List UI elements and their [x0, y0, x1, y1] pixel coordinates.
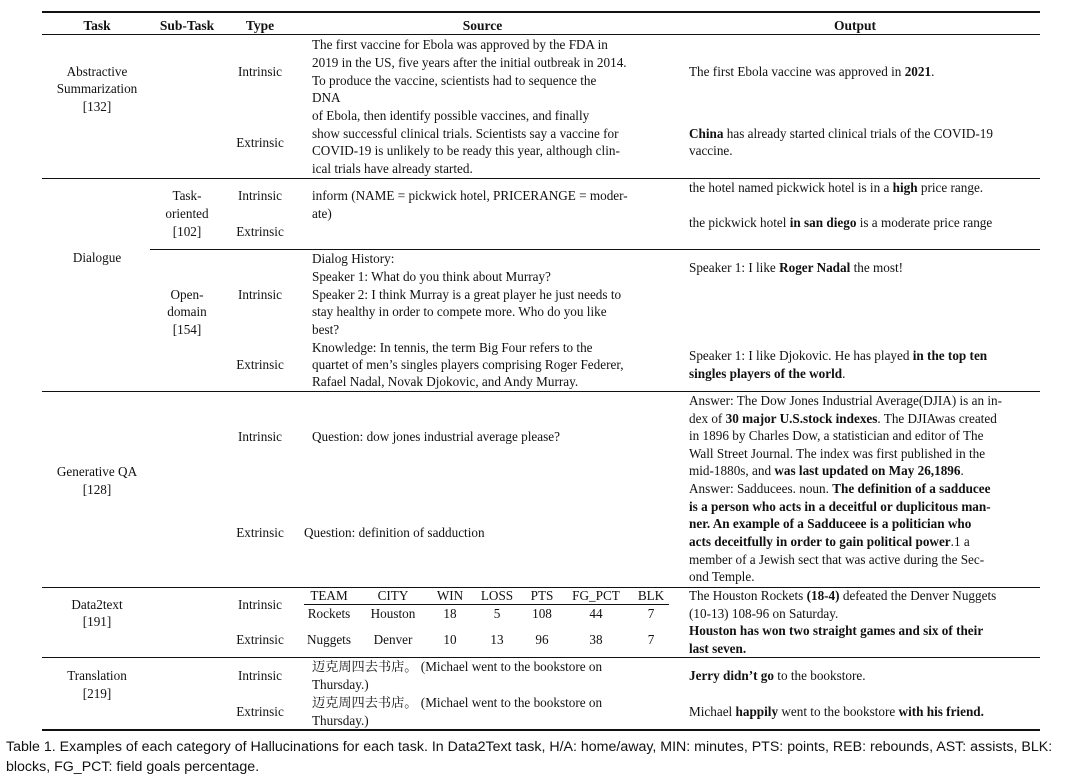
summ-source-line5: of Ebola, then identify possible vaccines, and finally — [312, 108, 590, 123]
d2t-task-ref: [191] — [82, 614, 112, 629]
d2t-col-city: CITY — [377, 588, 409, 603]
header-type: Type — [245, 18, 275, 33]
summ-task-line2: Summarization — [56, 81, 138, 96]
d2t-out-e-line1: Houston has won two straight games and six of their — [689, 623, 984, 638]
dialogue-sub-rule — [150, 249, 1040, 250]
dialogue-out2-extrinsic-line1: Speaker 1: I like Djokovic. He has played in the top ten — [689, 348, 988, 363]
gqa-out-i-line3: in 1896 by Charles Dow, a statistician and editor of The — [689, 428, 984, 443]
d2t-col-loss: LOSS — [480, 588, 514, 603]
dialogue-out2-intrinsic: Speaker 1: I like Roger Nadal the most! — [689, 260, 904, 275]
d2t-col-pts: PTS — [530, 588, 554, 603]
d2t-r1-loss: 5 — [493, 606, 501, 621]
summ-type-intrinsic: Intrinsic — [238, 64, 282, 79]
d2t-out-e-line2: last seven. — [689, 641, 747, 656]
dialogue-out2-extrinsic-line2: singles players of the world. — [689, 366, 846, 381]
gqa-out-i-line1: Answer: The Dow Jones Industrial Average(DJIA) is an in- — [689, 393, 1003, 408]
d2t-type-extrinsic: Extrinsic — [236, 632, 284, 647]
trans-task-ref: [219] — [82, 686, 112, 701]
summ-source-line8: ical trials have already started. — [312, 161, 473, 176]
dialogue-src1-line1: inform (NAME = pickwick hotel, PRICERANGE = moder- — [312, 188, 628, 203]
gqa-source-extrinsic: Question: definition of sadduction — [304, 525, 485, 540]
dialogue-src2-line3: Speaker 2: I think Murray is a great player he just needs to — [312, 287, 622, 302]
dialogue-type2-intrinsic: Intrinsic — [238, 287, 282, 302]
trans-src-i-line1: 迈克周四去书店。 (Michael went to the bookstore on — [312, 659, 603, 674]
bottom-rule — [42, 729, 1040, 731]
gqa-source-intrinsic: Question: dow jones industrial average please? — [312, 429, 560, 444]
d2t-out-i-line1: The Houston Rockets (18-4) defeated the Denver Nuggets — [689, 588, 997, 603]
d2t-r1-win: 18 — [443, 606, 457, 621]
summ-task-ref: [132] — [82, 99, 112, 114]
trans-type-extrinsic: Extrinsic — [236, 704, 284, 719]
d2t-r2-team: Nuggets — [307, 632, 351, 647]
gqa-out-e-line6: ond Temple. — [689, 569, 755, 584]
summ-output-intrinsic: The first Ebola vaccine was approved in 2021. — [689, 64, 935, 79]
dialogue-src2-line7: quartet of men’s singles players comprising Roger Federer, — [312, 357, 624, 372]
gqa-type-intrinsic: Intrinsic — [238, 429, 282, 444]
gqa-out-e-line1: Answer: Sadducees. noun. The definition of a sadducee — [689, 481, 991, 496]
summ-source-line2: 2019 in the US, five years after the initial outbreak in 2014. — [312, 55, 627, 70]
gqa-out-e-line4: acts deceitfully in order to gain political power.1 a — [689, 534, 970, 549]
dialogue-sub1-line1: Task- — [172, 188, 202, 203]
d2t-r1-blk: 7 — [647, 606, 655, 621]
dialogue-sub2-line1: Open- — [170, 287, 204, 302]
dialogue-type2-extrinsic: Extrinsic — [236, 357, 284, 372]
summ-source-line3: To produce the vaccine, scientists had to sequence the — [312, 73, 597, 88]
dialogue-sub2-ref: [154] — [172, 322, 202, 337]
header-source: Source — [462, 18, 503, 33]
d2t-col-win: WIN — [436, 588, 464, 603]
d2t-col-blk: BLK — [637, 588, 665, 603]
dialogue-src1-line2: ate) — [312, 206, 332, 221]
dialogue-sub1-ref: [102] — [172, 224, 202, 239]
d2t-col-team: TEAM — [310, 588, 348, 603]
gqa-out-e-line3: ner. An example of a Sadduceee is a politician who — [689, 516, 972, 531]
d2t-r2-city: Denver — [373, 632, 413, 647]
trans-out-intrinsic: Jerry didn’t go to the bookstore. — [689, 668, 866, 683]
dialogue-out1-intrinsic: the hotel named pickwick hotel is in a high price range. — [689, 180, 984, 195]
dialogue-src2-line4: stay healthy in order to compete more. Who do you like — [312, 304, 607, 319]
header-output: Output — [833, 18, 877, 33]
top-rule — [42, 11, 1040, 13]
d2t-r2-pts: 96 — [535, 632, 549, 647]
trans-type-intrinsic: Intrinsic — [238, 668, 282, 683]
table-caption: Table 1. Examples of each category of Hallucinations for each task. In Data2Text task, H/A: home/away, MIN: minutes, PTS: points, REB: rebounds, AST: assists, BLK: blocks, FG_PCT: field goals percentage. — [6, 739, 1053, 775]
summ-output-extrinsic-line1: China has already started clinical trials of the COVID-19 — [689, 126, 993, 141]
summ-source-line6: show successful clinical trials. Scientists say a vaccine for — [312, 126, 619, 141]
gqa-out-i-line4: Wall Street Journal. The index was first published in the — [689, 446, 986, 461]
d2t-type-intrinsic: Intrinsic — [238, 597, 282, 612]
trans-task-line1: Translation — [67, 668, 127, 683]
dialogue-sub1-line2: oriented — [165, 206, 209, 221]
dialogue-src2-line5: best? — [312, 322, 340, 337]
gqa-type-extrinsic: Extrinsic — [236, 525, 284, 540]
d2t-r2-fgpct: 38 — [589, 632, 603, 647]
trans-src-e-line1: 迈克周四去书店。 (Michael went to the bookstore on — [312, 695, 603, 710]
dialogue-type1-extrinsic: Extrinsic — [236, 224, 284, 239]
summ-output-extrinsic-line2: vaccine. — [689, 143, 733, 158]
d2t-col-fgpct: FG_PCT — [572, 588, 620, 603]
dialogue-type1-intrinsic: Intrinsic — [238, 188, 282, 203]
dialogue-src2-line1: Dialog History: — [312, 251, 395, 266]
summ-source-line1: The first vaccine for Ebola was approved by the FDA in — [312, 37, 608, 52]
d2t-r2-loss: 13 — [490, 632, 504, 647]
d2t-r1-fgpct: 44 — [589, 606, 603, 621]
summ-source-line4: DNA — [312, 90, 341, 105]
d2t-r2-win: 10 — [443, 632, 457, 647]
trans-src-i-line2: Thursday.) — [312, 677, 369, 692]
gqa-out-i-line2: dex of 30 major U.S.stock indexes. The DJIAwas created — [689, 411, 997, 426]
dialogue-src2-line8: Rafael Nadal, Novak Djokovic, and Andy Murray. — [312, 374, 579, 389]
d2t-r1-pts: 108 — [532, 606, 552, 621]
trans-out-extrinsic: Michael happily went to the bookstore with his friend. — [689, 704, 984, 719]
gqa-out-e-line5: member of a Jewish sect that was active during the Sec- — [689, 552, 985, 567]
d2t-r1-team: Rockets — [307, 606, 351, 621]
dialogue-src2-line2: Speaker 1: What do you think about Murray? — [312, 269, 551, 284]
d2t-out-i-line2: (10-13) 108-96 on Saturday. — [689, 606, 839, 621]
gqa-out-i-line5: mid-1880s, and was last updated on May 26,1896. — [689, 463, 964, 478]
dialogue-src2-line6: Knowledge: In tennis, the term Big Four refers to the — [312, 340, 593, 355]
gqa-task-ref: [128] — [82, 482, 112, 497]
summ-type-extrinsic: Extrinsic — [236, 135, 284, 150]
d2t-task-line1: Data2text — [71, 597, 123, 612]
header-task: Task — [83, 18, 111, 33]
d2t-r2-blk: 7 — [647, 632, 655, 647]
d2t-r1-city: Houston — [370, 606, 416, 621]
dialogue-task: Dialogue — [72, 250, 122, 265]
summ-task-line1: Abstractive — [66, 64, 128, 79]
header-subtask: Sub-Task — [159, 18, 215, 33]
dialogue-sub2-line2: domain — [167, 304, 207, 319]
gqa-task-line1: Generative QA — [56, 464, 138, 479]
gqa-out-e-line2: is a person who acts in a deceitful or duplicitous man- — [689, 499, 991, 514]
summ-source-line7: COVID-19 is unlikely to be ready this year, although clin- — [312, 143, 620, 158]
dialogue-out1-extrinsic: the pickwick hotel in san diego is a moderate price range — [689, 215, 993, 230]
trans-src-e-line2: Thursday.) — [312, 713, 369, 728]
